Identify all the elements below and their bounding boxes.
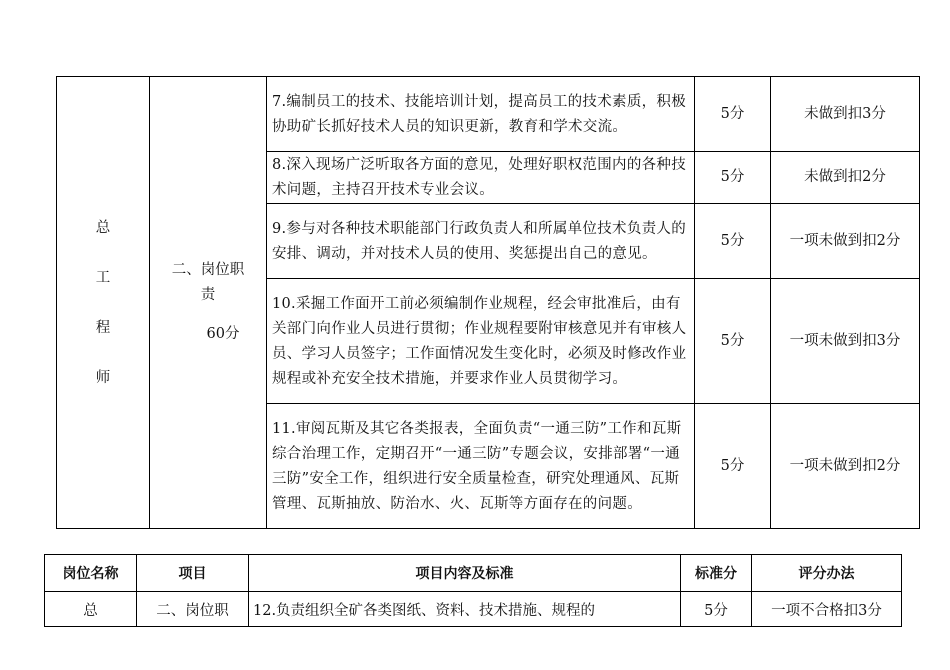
- method-cell: 一项未做到扣3分: [771, 279, 920, 404]
- item-cell: [150, 77, 267, 529]
- post-name-char: 程: [95, 319, 111, 336]
- method-cell: 未做到扣2分: [771, 152, 920, 204]
- score-cell: 5分: [695, 279, 771, 404]
- item-label-line1: 二、岗位职: [171, 262, 245, 278]
- table-row: [45, 592, 902, 627]
- score-cell: 5分: [695, 404, 771, 529]
- post-name-cell: 总: [45, 592, 137, 627]
- method-cell: 一项不合格扣3分: [752, 592, 902, 627]
- header-method: 评分办法: [752, 555, 902, 592]
- scoring-table-continued: [56, 76, 920, 529]
- header-item: 项目: [137, 555, 249, 592]
- post-name-char: 工: [95, 269, 111, 286]
- post-name-char: 师: [95, 369, 111, 386]
- score-cell: 5分: [695, 204, 771, 279]
- content-cell: 7.编制员工的技术、技能培训计划，提高员工的技术素质，积极协助矿长抓好技术人员的知识更新，教育和学术交流。: [267, 77, 695, 152]
- content-cell: 10.采掘工作面开工前必须编制作业规程，经会审批准后，由有关部门向作业人员进行贯彻；作业规程要附审核意见并有审核人员、学习人员签字；工作面情况发生变化时，必须及时修改作业规程或补充安全技术措施，并要求作业人员贯彻学习。: [267, 279, 695, 404]
- content-cell: 11.审阅瓦斯及其它各类报表，全面负责“一通三防”工作和瓦斯综合治理工作，定期召开“一通三防”专题会议，安排部署“一通三防”安全工作，组织进行安全质量检查，研究处理通风、瓦斯管理、瓦斯抽放、防治水、火、瓦斯等方面存在的问题。: [267, 404, 695, 529]
- item-points: 60分: [206, 326, 240, 342]
- header-content: 项目内容及标准: [249, 555, 681, 592]
- method-cell: 一项未做到扣2分: [771, 404, 920, 529]
- method-cell: 一项未做到扣2分: [771, 204, 920, 279]
- score-cell: 5分: [695, 152, 771, 204]
- post-name-cell: [57, 77, 150, 529]
- method-cell: 未做到扣3分: [771, 77, 920, 152]
- scoring-table-header: [44, 554, 902, 627]
- header-post-name: 岗位名称: [45, 555, 137, 592]
- score-cell: 5分: [695, 77, 771, 152]
- item-cell: 二、岗位职: [137, 592, 249, 627]
- score-cell: 5分: [681, 592, 752, 627]
- content-cell: 9.参与对各种技术职能部门行政负责人和所属单位技术负责人的安排、调动，并对技术人员的使用、奖惩提出自己的意见。: [267, 204, 695, 279]
- item-label-line2: 责: [200, 287, 216, 303]
- header-row: [45, 555, 902, 592]
- content-cell: 12.负责组织全矿各类图纸、资料、技术措施、规程的: [249, 592, 681, 627]
- post-name-char: 总: [95, 219, 111, 236]
- content-cell: 8.深入现场广泛听取各方面的意见，处理好职权范围内的各种技术问题，主持召开技术专业会议。: [267, 152, 695, 204]
- header-score: 标准分: [681, 555, 752, 592]
